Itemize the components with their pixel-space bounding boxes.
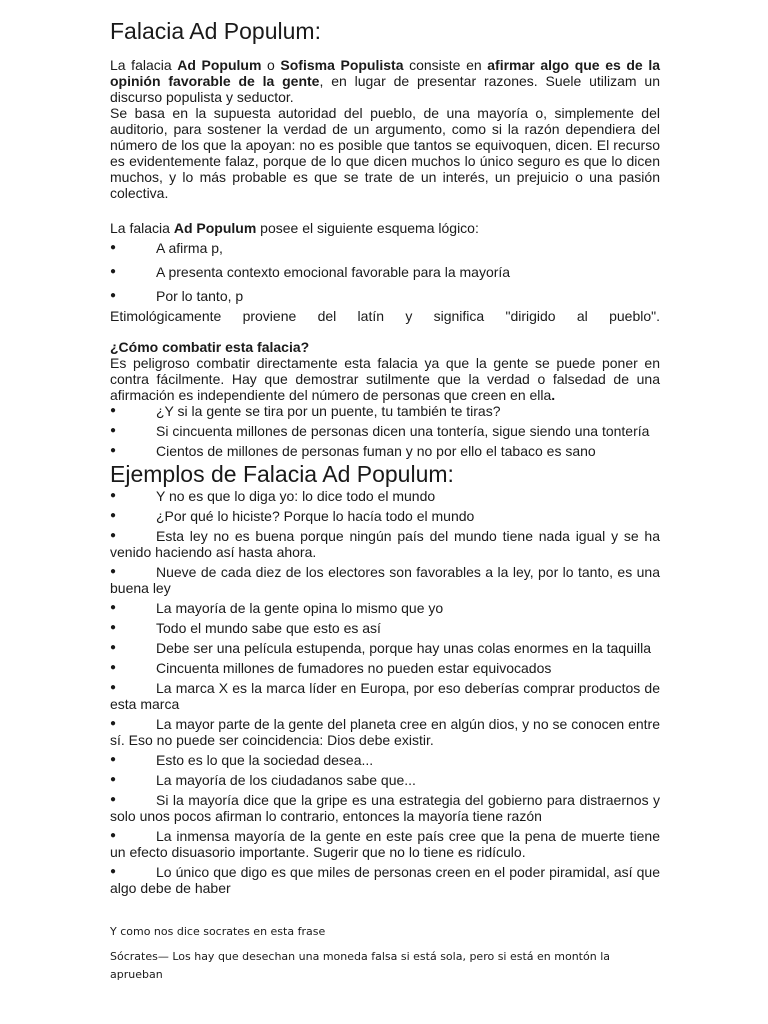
bullet-icon: ●	[110, 622, 117, 633]
intro-paragraph-1: La falacia Ad Populum o Sofisma Populista consiste en afirmar algo que es de la opinión favorable de la gente, en lugar de presentar razones. Suele utilizam un discurso populista y seductor.	[110, 57, 660, 105]
page-title: Falacia Ad Populum:	[110, 18, 321, 44]
list-item: ● Debe ser una película estupenda, porque hay unas colas enormes en la taquilla	[110, 640, 651, 656]
combat-list	[110, 403, 660, 463]
combat-heading: ¿Cómo combatir esta falacia?	[110, 339, 310, 355]
list-item: ● La mayoría de la gente opina lo mismo que yo	[110, 600, 444, 616]
examples-title: Ejemplos de Falacia Ad Populum:	[110, 461, 454, 487]
list-item: ● La mayor parte de la gente del planeta cree en algún dios, y no se conocen entre sí. Eso no puede ser coincidencia: Dios debe existir.	[110, 716, 660, 748]
bullet-icon: ●	[110, 490, 117, 501]
list-item: ● Lo único que digo es que miles de personas creen en el poder piramidal, así que algo debe de haber	[110, 864, 660, 896]
bullet-icon: ●	[110, 642, 117, 653]
bullet-icon: ●	[110, 662, 117, 673]
bullet-icon: ●	[110, 530, 117, 541]
list-item: ● Esto es lo que la sociedad desea...	[110, 752, 374, 768]
bullet-icon: ●	[110, 566, 117, 577]
bullet-icon: ●	[110, 290, 117, 301]
bullet-icon: ●	[110, 242, 117, 253]
list-item: ● Todo el mundo sabe que esto es así	[110, 620, 381, 636]
bullet-icon: ●	[110, 754, 117, 765]
etymology-line: Etimológicamente proviene del latín y significa "dirigido al pueblo".	[110, 308, 660, 324]
list-item: ● Por lo tanto, p	[110, 288, 244, 304]
schema-section	[110, 220, 660, 324]
closing-lead: Y como nos dice socrates en esta frase	[110, 925, 326, 938]
list-item: ● Nueve de cada diez de los electores son favorables a la ley, por lo tanto, es una buena ley	[110, 564, 660, 596]
bullet-icon: ●	[110, 830, 117, 841]
bullet-icon: ●	[110, 425, 117, 436]
closing-quote: Sócrates— Los hay que desechan una moneda falsa si está sola, pero si está en montón la aprueban	[110, 950, 610, 981]
bullet-icon: ●	[110, 602, 117, 613]
bullet-icon: ●	[110, 445, 117, 456]
combat-section	[110, 339, 660, 463]
list-item: ● ¿Por qué lo hiciste? Porque lo hacía todo el mundo	[110, 508, 475, 524]
list-item: ● Si la mayoría dice que la gripe es una estrategia del gobierno para distraernos y solo unos pocos afirman lo contrario, entonces la mayoría tiene razón	[110, 792, 660, 824]
list-item: ● Cincuenta millones de fumadores no pueden estar equivocados	[110, 660, 552, 676]
bullet-icon: ●	[110, 794, 117, 805]
bullet-icon: ●	[110, 405, 117, 416]
bullet-icon: ●	[110, 510, 117, 521]
bullet-icon: ●	[110, 266, 117, 277]
list-item: ● ¿Y si la gente se tira por un puente, tu también te tiras?	[110, 403, 501, 419]
bullet-icon: ●	[110, 774, 117, 785]
bullet-icon: ●	[110, 718, 117, 729]
list-item: ● La marca X es la marca líder en Europa, por eso deberías comprar productos de esta marca	[110, 680, 660, 712]
bullet-icon: ●	[110, 682, 117, 693]
intro-paragraph-2: Se basa en la supuesta autoridad del pueblo, de una mayoría o, simplemente del auditorio, para sostener la verdad de un argumento, como si la razón dependiera del número de los que la apoyan: no es posible que tantos se equivoquen, dicen. El recurso es evidentemente falaz, porque de lo que dicen muchos lo único seguro es que lo dicen muchos, y lo más probable es que se trate de un interés, un prejuicio o una pasión colectiva.	[110, 105, 660, 201]
list-item: ● A presenta contexto emocional favorable para la mayoría	[110, 264, 511, 280]
examples-list	[110, 488, 660, 900]
schema-list	[110, 240, 660, 308]
combat-body: Es peligroso combatir directamente esta falacia ya que la gente se puede poner en contra fácilmente. Hay que demostrar sutilmente que la verdad o falsedad de una afirmación es independiente del número de personas que creen en ella.	[110, 355, 660, 403]
list-item: ● Si cincuenta millones de personas dicen una tontería, sigue siendo una tontería	[110, 423, 650, 439]
schema-lead: La falacia Ad Populum posee el siguiente esquema lógico:	[110, 220, 479, 236]
list-item: ● Esta ley no es buena porque ningún país del mundo tiene nada igual y se ha venido haciendo así hasta ahora.	[110, 528, 660, 560]
list-item: ● Y no es que lo diga yo: lo dice todo el mundo	[110, 488, 436, 504]
list-item: ● La inmensa mayoría de la gente en este país cree que la pena de muerte tiene un efecto disuasorio importante. Sugerir que no lo tiene es ridículo.	[110, 828, 660, 860]
list-item: ● Cientos de millones de personas fuman y no por ello el tabaco es sano	[110, 443, 596, 459]
intro-section	[110, 57, 660, 201]
list-item: ● A afirma p,	[110, 240, 223, 256]
bullet-icon: ●	[110, 866, 117, 877]
list-item: ● La mayoría de los ciudadanos sabe que...	[110, 772, 416, 788]
